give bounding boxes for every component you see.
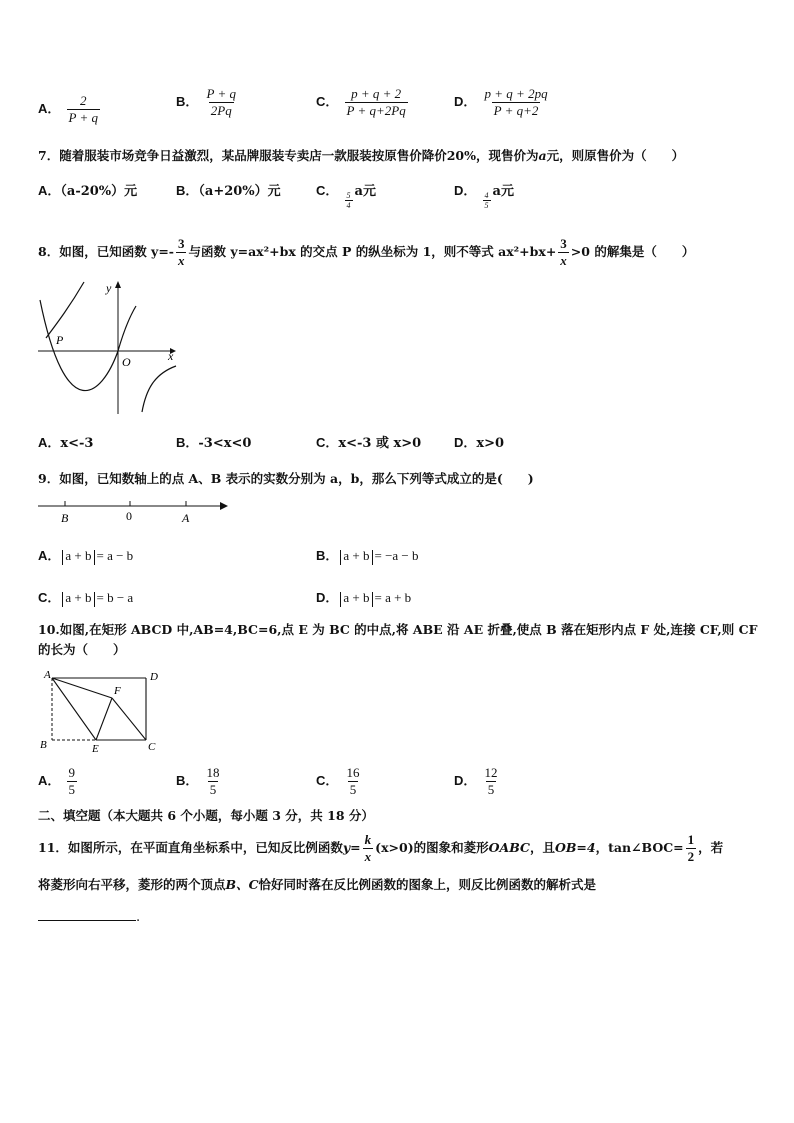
q7-option-c[interactable]: C． $\frac{5}{4}$ a元: [316, 183, 376, 210]
q10-option-c[interactable]: C． $\frac{16}{5}$: [316, 765, 360, 797]
option-label: D．: [454, 94, 477, 109]
q11-stem-line2: 将菱形向右平移，菱形的两个顶点B、C恰好同时落在反比例函数的图象上，则反比例函数的解析式是: [38, 877, 597, 892]
segment-af: [52, 678, 112, 698]
q8-stem: 8．如图，已知函数 y=- $\frac{3}{x}$ 与函数 y=ax²+bx 的交点 P 的纵坐标为 1，则不等式 ax²+bx+ $\frac{3}{x}$ >0 的解集是（ ）: [38, 236, 695, 268]
point-e-label: E: [92, 743, 99, 755]
fraction: $\frac{k}{x}$: [364, 832, 372, 864]
answer-blank-line[interactable]: [38, 906, 136, 921]
q8-option-d[interactable]: D．x>0: [454, 435, 505, 451]
point-f-label: F: [114, 685, 121, 697]
q8-option-b[interactable]: B．-3<x<0: [176, 435, 252, 451]
hyperbola-branch-right: [142, 366, 176, 412]
q6-option-c[interactable]: [316, 86, 410, 119]
q7-option-b[interactable]: B．（a+20%）元: [176, 183, 281, 199]
option-label: A．: [38, 101, 61, 116]
q10-rectangle-figure: [36, 666, 166, 756]
point-p-label: P: [56, 333, 64, 347]
origin-label: O: [122, 355, 131, 369]
fraction: $\frac{18}{5}$: [206, 765, 220, 797]
point-a-label: A: [182, 511, 190, 525]
q9-option-b[interactable]: B． a + b = −a − b: [316, 548, 419, 563]
vertex-d-label: D: [150, 671, 158, 683]
q11-answer-blank[interactable]: .: [38, 906, 140, 925]
q6-option-b[interactable]: [176, 86, 240, 119]
segment-fc: [112, 698, 146, 740]
number-line-arrow-icon: [220, 502, 228, 510]
fraction: $\frac{1}{2}$: [687, 832, 695, 864]
q10-option-d[interactable]: D． $\frac{12}{5}$: [454, 765, 498, 797]
q9-number-line: [36, 496, 232, 528]
fraction: $\frac{2}{P + q}$: [68, 93, 99, 125]
q6-option-a[interactable]: [38, 93, 102, 126]
fraction: $\frac{12}{5}$: [484, 765, 498, 797]
q11-stem-line1: 11．如图所示，在平面直角坐标系中，已知反比例函数y= $\frac{k}{x}$ (x>0)的图象和菱形OABC，且OB=4，tan∠BOC= $\frac{1}{2}$ ，若: [38, 832, 724, 864]
fraction: $\frac{4}{5}$: [484, 191, 489, 210]
fraction: $\frac{p + q + 2pq}{P + q+2}$: [484, 86, 548, 118]
q6-option-d[interactable]: [454, 86, 552, 119]
vertex-b-label: B: [40, 739, 47, 751]
fraction: $\frac{16}{5}$: [346, 765, 360, 797]
vertex-c-label: C: [148, 741, 156, 753]
q9-option-d[interactable]: D． a + b = a + b: [316, 590, 412, 605]
section-heading: 二、填空题（本大题共 6 个小题，每小题 3 分，共 18 分）: [38, 808, 374, 823]
point-b-label: B: [61, 511, 69, 525]
q9-stem: 9．如图，已知数轴上的点 A、B 表示的实数分别为 a，b，那么下列等式成立的是( ): [38, 471, 534, 486]
fraction: $\frac{5}{4}$: [346, 191, 351, 210]
q7-option-d[interactable]: D． $\frac{4}{5}$ a元: [454, 183, 514, 210]
q7-stem: 7．随着服装市场竞争日益激烈，某品牌服装专卖店一款服装按原售价降价20%，现售价为a元，则原售价为（ ）: [38, 148, 685, 163]
q8-option-a[interactable]: A．x<-3: [38, 435, 94, 451]
q8-function-graph: [36, 278, 178, 418]
fraction: $\frac{3}{x}$: [177, 236, 185, 268]
fraction: $\frac{P + q}{2Pq}$: [206, 86, 237, 118]
hyperbola-branch-left: [46, 282, 84, 338]
option-label: C．: [316, 94, 339, 109]
q10-option-a[interactable]: A． $\frac{9}{5}$: [38, 765, 76, 797]
q7-option-a[interactable]: A．（a-20%）元: [38, 183, 138, 199]
vertex-a-label: A: [44, 669, 51, 681]
zero-label: 0: [126, 509, 132, 523]
option-label: B．: [176, 94, 199, 109]
x-axis-label: x: [168, 349, 174, 363]
q10-stem-line2: 的长为（ ）: [38, 642, 126, 657]
segment-ae: [52, 678, 96, 740]
fraction: $\frac{3}{x}$: [560, 236, 567, 268]
q10-stem-line1: 10.如图,在矩形 ABCD 中,AB=4,BC=6,点 E 为 BC 的中点,将 ABE 沿 AE 折叠,使点 B 落在矩形内点 F 处,连接 CF,则 CF: [38, 622, 758, 637]
fraction: $\frac{9}{5}$: [68, 765, 76, 797]
y-axis-arrow-icon: [115, 281, 121, 288]
segment-fe: [96, 698, 112, 740]
q8-option-c[interactable]: C．x<-3 或 x>0: [316, 435, 422, 451]
q9-option-a[interactable]: A． a + b = a − b: [38, 548, 134, 563]
parabola-curve: [40, 300, 136, 391]
q9-option-c[interactable]: C． a + b = b − a: [38, 590, 134, 605]
q10-option-b[interactable]: B． $\frac{18}{5}$: [176, 765, 220, 797]
y-axis-label: y: [106, 281, 112, 295]
fraction: $\frac{p + q + 2}{P + q+2Pq}$: [346, 86, 406, 118]
